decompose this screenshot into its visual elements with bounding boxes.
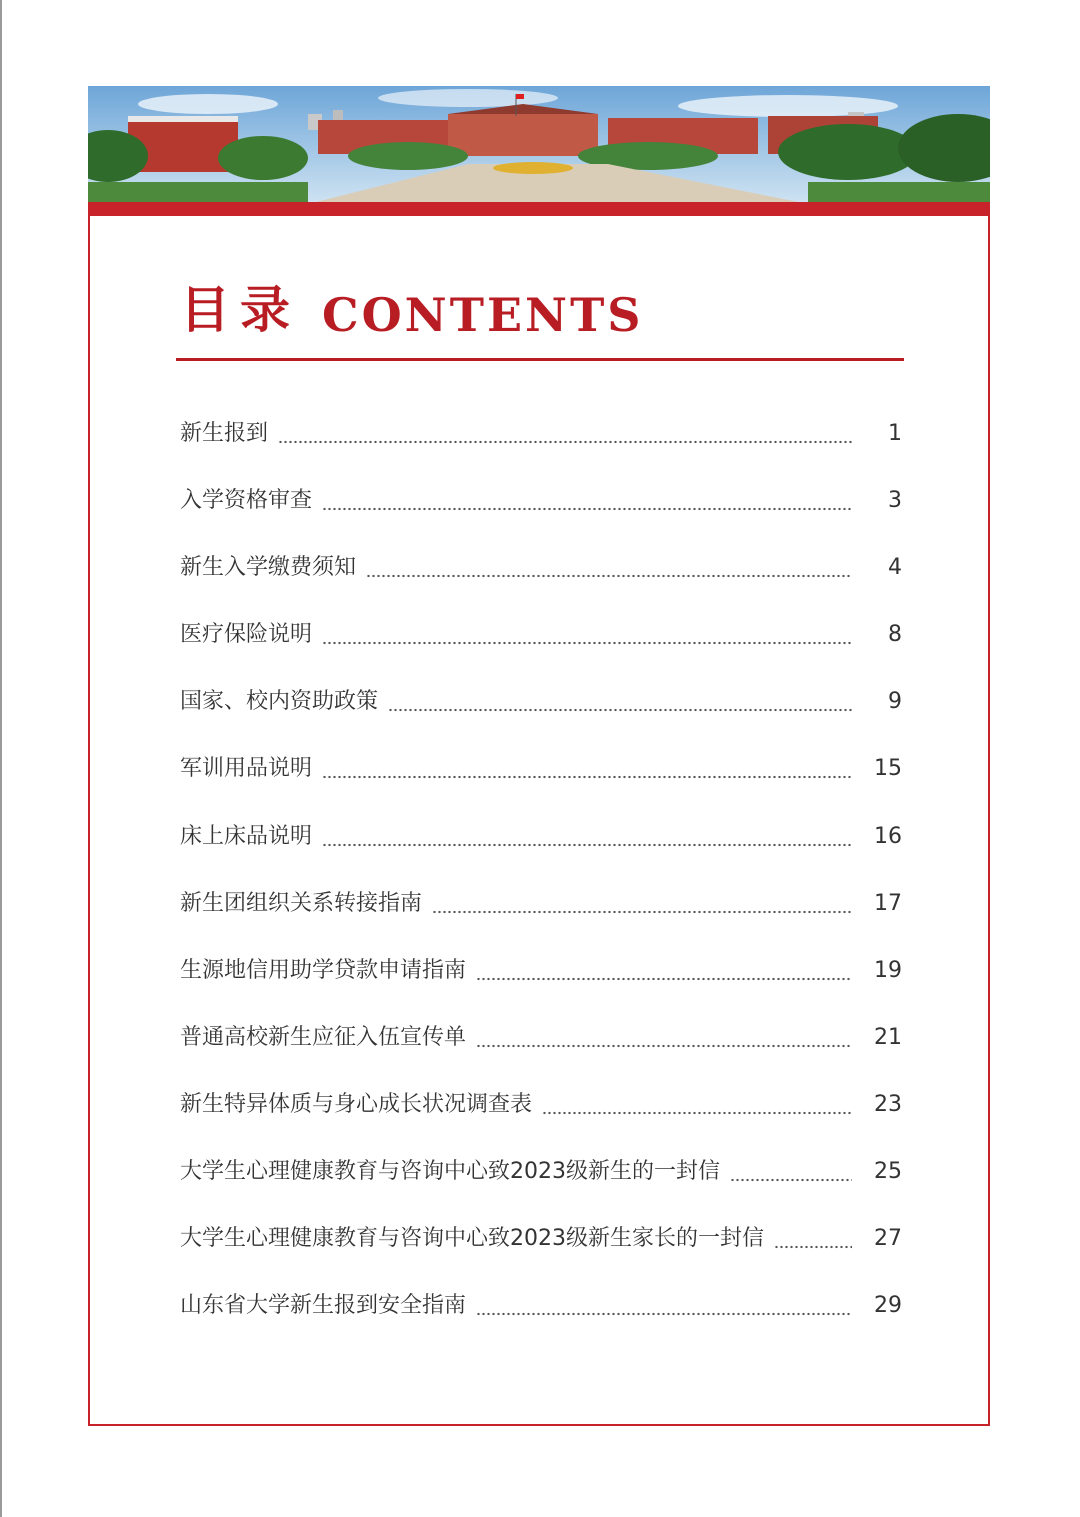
toc-page-number: 15 bbox=[874, 756, 902, 782]
toc-entry-title: 新生报到 bbox=[180, 421, 269, 446]
toc-entry[interactable] bbox=[180, 1020, 902, 1087]
toc-entry-title: 军训用品说明 bbox=[180, 756, 313, 782]
toc-entry-title: 山东省大学新生报到安全指南 bbox=[180, 1293, 467, 1319]
toc-entry-title: 大学生心理健康教育与咨询中心致2023级新生的一封信 bbox=[180, 1159, 720, 1185]
toc-entry[interactable] bbox=[180, 483, 902, 550]
toc-entry-title: 新生特异体质与身心成长状况调查表 bbox=[180, 1091, 533, 1117]
toc-page-number: 8 bbox=[888, 622, 902, 648]
toc-page-number: 23 bbox=[874, 1091, 902, 1117]
page-edge bbox=[0, 0, 2, 1517]
toc-page-number: 29 bbox=[874, 1293, 902, 1319]
toc-dot-leader bbox=[476, 1288, 852, 1324]
toc-entry[interactable] bbox=[180, 617, 902, 684]
campus-banner-image bbox=[88, 86, 990, 204]
toc-entry-title: 新生团组织关系转接指南 bbox=[180, 890, 423, 916]
toc-page-number: 19 bbox=[874, 957, 902, 983]
toc-dot-leader bbox=[476, 1020, 852, 1056]
toc-dot-leader bbox=[542, 1087, 852, 1123]
toc-entry-title: 普通高校新生应征入伍宣传单 bbox=[180, 1024, 467, 1050]
toc-entry[interactable] bbox=[180, 751, 902, 818]
toc-page-number: 25 bbox=[874, 1159, 902, 1185]
toc-dot-leader bbox=[432, 886, 852, 922]
toc-dot-leader bbox=[774, 1221, 852, 1257]
toc-entry[interactable] bbox=[180, 416, 902, 483]
page-title bbox=[180, 272, 644, 342]
toc-entry-title: 入学资格审查 bbox=[180, 488, 313, 514]
toc-dot-leader bbox=[322, 819, 852, 855]
toc-page-number: 1 bbox=[888, 421, 902, 446]
toc-entry[interactable] bbox=[180, 953, 902, 1020]
toc-dot-leader bbox=[730, 1154, 852, 1190]
toc-entry[interactable] bbox=[180, 550, 902, 617]
toc-entry-title: 国家、校内资助政策 bbox=[180, 689, 379, 715]
toc-dot-leader bbox=[278, 416, 852, 452]
toc-entry[interactable] bbox=[180, 1154, 902, 1221]
toc-page-number: 4 bbox=[888, 555, 902, 581]
toc-entry[interactable] bbox=[180, 1221, 902, 1288]
title-english: CONTENTS bbox=[322, 288, 644, 342]
toc-entry-title: 床上床品说明 bbox=[180, 823, 313, 849]
toc-entry[interactable] bbox=[180, 819, 902, 886]
toc-entry-title: 生源地信用助学贷款申请指南 bbox=[180, 957, 467, 983]
title-underline bbox=[176, 358, 904, 361]
toc-entry[interactable] bbox=[180, 684, 902, 751]
toc-entry-title: 新生入学缴费须知 bbox=[180, 555, 357, 581]
toc-entry[interactable] bbox=[180, 1087, 902, 1154]
toc-dot-leader bbox=[322, 751, 852, 787]
toc-page-number: 3 bbox=[888, 488, 902, 514]
table-of-contents bbox=[180, 416, 902, 1355]
toc-entry-title: 医疗保险说明 bbox=[180, 622, 313, 648]
toc-page-number: 17 bbox=[874, 890, 902, 916]
toc-page-number: 27 bbox=[874, 1226, 902, 1252]
toc-dot-leader bbox=[388, 684, 852, 720]
toc-page-number: 16 bbox=[874, 823, 902, 849]
title-chinese: 目录 bbox=[180, 280, 300, 339]
toc-entry[interactable] bbox=[180, 886, 902, 953]
toc-dot-leader bbox=[476, 953, 852, 989]
toc-page-number: 21 bbox=[874, 1024, 902, 1050]
toc-dot-leader bbox=[366, 550, 852, 586]
toc-entry[interactable] bbox=[180, 1288, 902, 1355]
toc-dot-leader bbox=[322, 483, 852, 519]
toc-entry-title: 大学生心理健康教育与咨询中心致2023级新生家长的一封信 bbox=[180, 1226, 764, 1252]
toc-dot-leader bbox=[322, 617, 852, 653]
toc-page-number: 9 bbox=[888, 689, 902, 715]
banner-red-rule bbox=[88, 202, 990, 216]
